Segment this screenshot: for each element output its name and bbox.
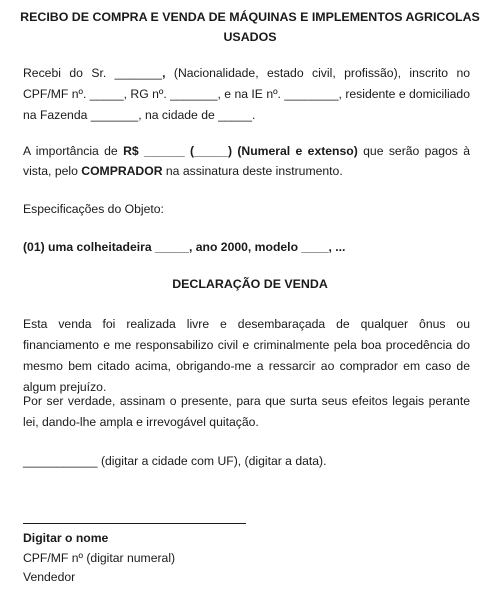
receipt-paragraph-part: Recebi do Sr. _______ xyxy=(23,66,163,80)
place-date-line: ___________ (digitar a cidade com UF), (digitar a data). xyxy=(23,454,327,468)
amount-paragraph xyxy=(23,142,470,181)
amount-paragraph-lead: A importância de xyxy=(23,144,124,158)
receipt-paragraph xyxy=(23,63,470,126)
declaration-paragraph: Esta venda foi realizada livre e desembaraçada de qualquer ônus ou financiamento e me responsabilizo civil e criminalmente pela boa procedência do mesmo bem citado acima, obrigando-me a ressarcir ao comprador em caso de algum prejuízo. xyxy=(23,317,470,394)
buyer-label: COMPRADOR xyxy=(81,163,163,178)
amount-paragraph-tail: na assinatura deste instrumento. xyxy=(162,163,343,178)
declaration-title: DECLARAÇÃO DE VENDA xyxy=(172,277,328,291)
signer-role: Vendedor xyxy=(23,570,76,584)
receipt-paragraph-comma: , xyxy=(162,66,166,80)
document-title xyxy=(20,7,480,47)
amount-value: R$ ______ (_____) (Numeral e extenso) xyxy=(123,144,358,158)
object-spec-label: Especificações do Objeto: xyxy=(23,202,164,216)
closing-paragraph: Por ser verdade, assinam o presente, para que surta seus efeitos legais perante lei, dando-lhe ampla e irrevogável quitação. xyxy=(23,394,470,429)
document-title-line-2: USADOS xyxy=(223,30,277,44)
amount-paragraph-middle: que serão pagos à vista, pelo xyxy=(23,144,470,178)
signer-id: CPF/MF nº (digitar numeral) xyxy=(23,551,176,565)
document-title-line-1: RECIBO DE COMPRA E VENDA DE MÁQUINAS E IMPLEMENTOS AGRICOLAS xyxy=(20,10,480,24)
object-spec-item: (01) uma colheitadeira _____, ano 2000, modelo ____, ... xyxy=(23,240,346,254)
signer-name: Digitar o nome xyxy=(23,531,109,545)
signature-line xyxy=(23,523,246,524)
receipt-paragraph-rest: (Nacionalidade, estado civil, profissão), inscrito no CPF/MF nº. _____, RG nº. _______, e na IE nº. ________, residente e domiciliado na Fazenda _______, na cidade de _____. xyxy=(23,66,471,122)
